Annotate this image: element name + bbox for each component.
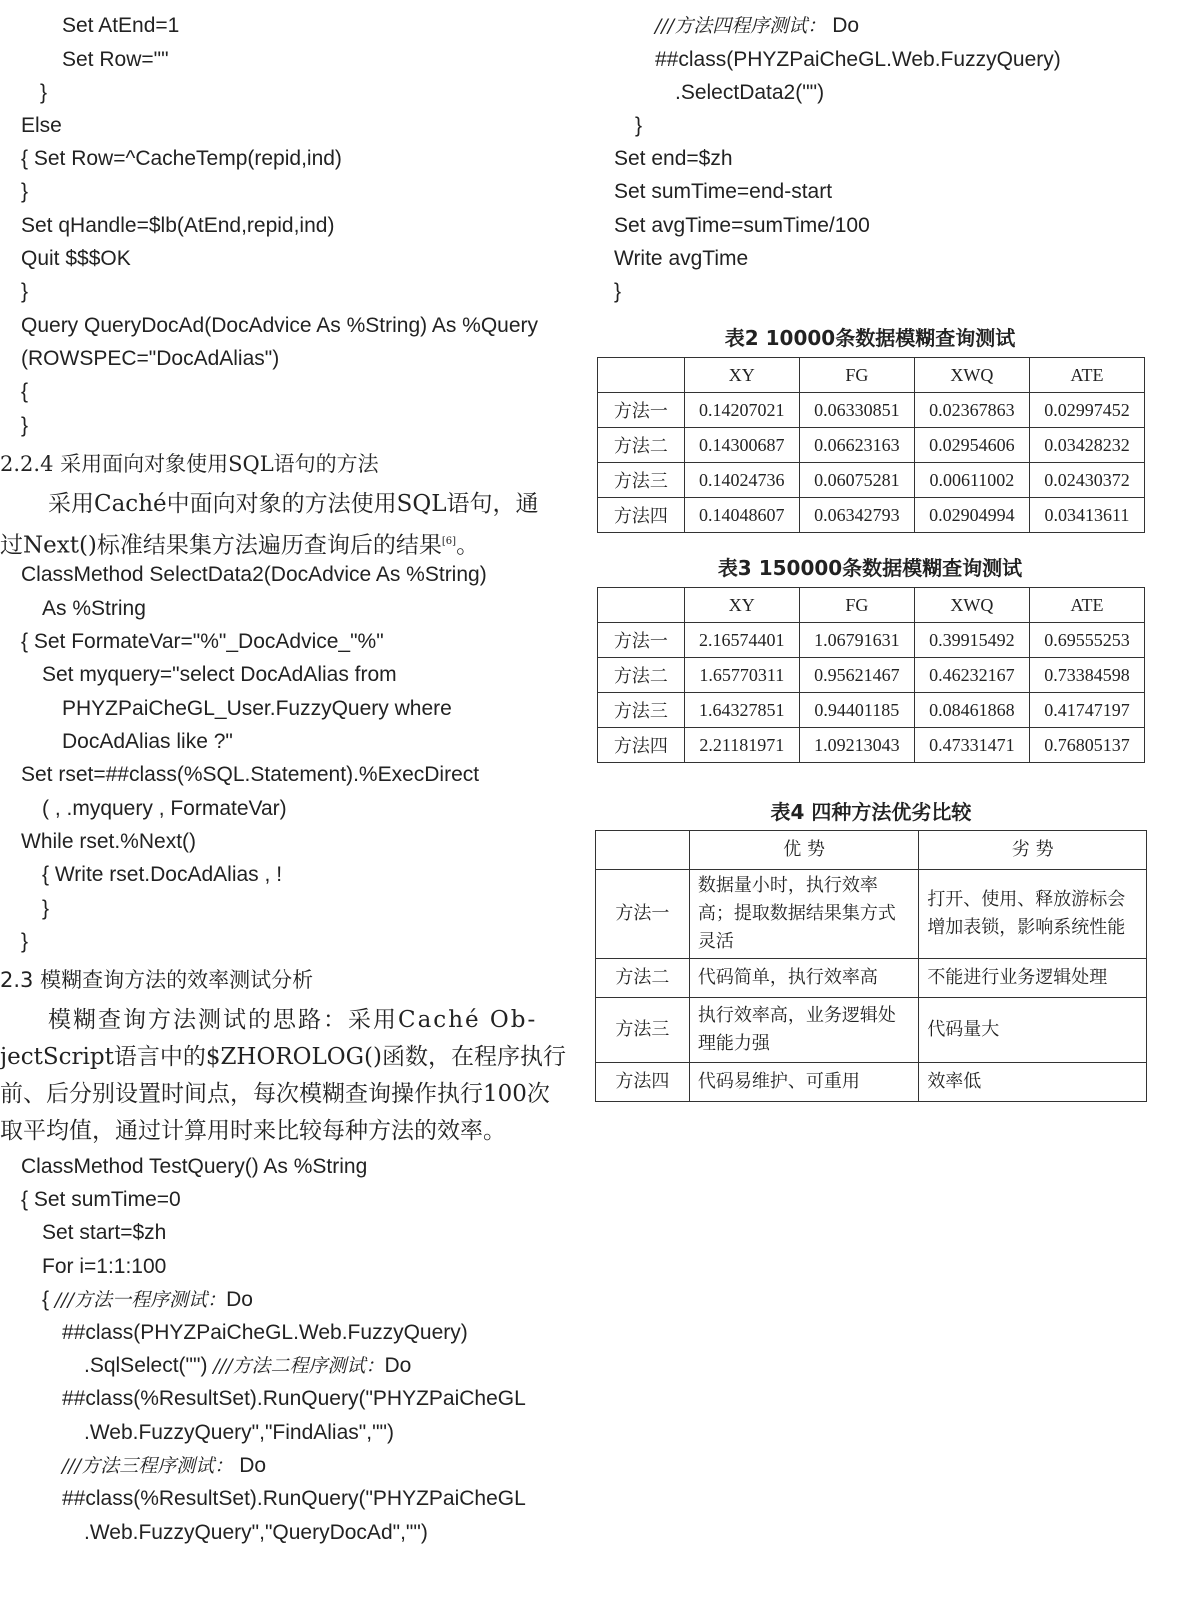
table-cell: 0.14048607 [684,498,799,533]
table-cell: 打开、使用、释放游标会增加表锁，影响系统性能 [919,870,1147,959]
table-row [598,728,1145,763]
table-header-cell: FG [799,588,914,623]
table-cell: 0.06623163 [799,428,914,463]
table-cell: 数据量小时，执行效率高；提取数据结果集方式灵活 [689,870,918,959]
table-cell: 0.06075281 [799,463,914,498]
table-cell: 0.02904994 [914,498,1029,533]
code-line: Set start=$zh [42,1221,167,1244]
code-line: While rset.%Next() [21,830,197,853]
code-line: ///方法三程序测试： Do [62,1454,267,1477]
code-line: Query QueryDocAd(DocAdvice As %String) As %Query [21,314,539,337]
row-header-cell: 方法二 [598,428,685,463]
row-header-cell: 方法四 [598,498,685,533]
code-line: } [635,114,643,137]
citation-ref: [6] [441,536,457,547]
row-header-cell: 方法一 [598,393,685,428]
table-cell: 效率低 [919,1063,1147,1102]
row-header-cell: 方法一 [596,870,690,959]
code-line: ##class(PHYZPaiCheGL.Web.FuzzyQuery) [62,1321,468,1344]
code-line: Set Row="" [62,48,169,71]
section-heading-2-3: 2.3 模糊查询方法的效率测试分析 [0,968,314,992]
table-cell: 1.09213043 [799,728,914,763]
table-header-cell [598,588,685,623]
table-cell: 0.06330851 [799,393,914,428]
table-cell: 代码易维护、可重用 [689,1063,918,1102]
table-row [598,463,1145,498]
row-header-cell: 方法二 [598,658,685,693]
row-header-cell: 方法四 [598,728,685,763]
code-line: ( , .myquery , FormateVar) [42,797,287,820]
table-header-cell: 优 势 [689,831,918,870]
paragraph-text: 过Next()标准结果集方法遍历查询后的结果 [0,532,442,559]
table-row [598,393,1145,428]
code-line: { [21,380,29,403]
code-line: } [21,180,29,203]
table-cell: 1.65770311 [684,658,799,693]
paragraph-line: jectScript语言中的$ZHOROLOG()函数，在程序执行 [0,1044,566,1070]
table-cell: 0.46232167 [914,658,1029,693]
table-cell: 1.06791631 [799,623,914,658]
code-line: { Set Row=^CacheTemp(repid,ind) [21,147,342,170]
table-row [596,870,1147,959]
row-header-cell: 方法二 [596,959,690,998]
paragraph-2-2-4 [0,486,556,565]
code-line: Else [21,114,62,137]
table-header-cell [598,358,685,393]
table-row [596,1063,1147,1102]
table-row [598,623,1145,658]
table-cell: 0.06342793 [799,498,914,533]
table-cell: 0.14024736 [684,463,799,498]
table3-caption: 表3 150000条数据模糊查询测试 [717,556,1023,580]
code-line: } [21,280,29,303]
table-row [598,428,1145,463]
paragraph-line: 模糊查询方法测试的思路：采用Caché Ob- [48,1007,538,1033]
table-cell: 代码简单，执行效率高 [689,959,918,998]
row-header-cell: 方法三 [598,463,685,498]
table-cell: 0.47331471 [914,728,1029,763]
table-cell: 0.02430372 [1029,463,1144,498]
code-line: { Write rset.DocAdAlias , ! [42,863,283,886]
table-cell: 0.02367863 [914,393,1029,428]
row-header-cell: 方法一 [598,623,685,658]
code-line: ClassMethod SelectData2(DocAdvice As %String) [21,563,487,586]
table-cell: 1.64327851 [684,693,799,728]
table4-caption: 表4 四种方法优劣比较 [770,800,972,824]
table-header-cell: XWQ [914,588,1029,623]
table-header-cell: ATE [1029,588,1144,623]
table-header-cell [596,831,690,870]
code-line: } [21,414,29,437]
code-line: DocAdAlias like ?" [62,730,233,753]
table4 [595,830,1147,1102]
code-line: (ROWSPEC="DocAdAlias") [21,347,280,370]
table-header-cell: ATE [1029,358,1144,393]
paragraph-line: 采用Caché中面向对象的方法使用SQL语句，通 [48,491,539,517]
code-line: .SqlSelect("") ///方法二程序测试：Do [84,1354,412,1377]
code-line: As %String [42,597,146,620]
table-cell: 0.94401185 [799,693,914,728]
code-line: { ///方法一程序测试：Do [42,1288,253,1311]
table-header-cell: XWQ [914,358,1029,393]
code-line: ##class(%ResultSet).RunQuery("PHYZPaiCheGL [62,1387,526,1410]
table-header-cell: XY [684,358,799,393]
code-line: Set end=$zh [614,147,733,170]
table-cell: 执行效率高，业务逻辑处理能力强 [689,998,918,1063]
code-line: Set rset=##class(%SQL.Statement).%ExecDirect [21,763,480,786]
code-line: Set sumTime=end-start [614,180,833,203]
paragraph-line: 取平均值，通过计算用时来比较每种方法的效率。 [0,1118,506,1144]
paragraph-line: 前、后分别设置时间点，每次模糊查询操作执行100次 [0,1081,550,1107]
table-cell: 2.16574401 [684,623,799,658]
table-cell: 2.21181971 [684,728,799,763]
code-line: Set AtEnd=1 [62,14,180,37]
table-row [596,998,1147,1063]
paragraph-2-3 [0,1002,566,1150]
table-header-cell: XY [684,588,799,623]
table-cell: 0.03428232 [1029,428,1144,463]
code-line: .SelectData2("") [675,81,825,104]
code-line: { Set FormateVar="%"_DocAdvice_"%" [21,630,384,653]
code-line: ClassMethod TestQuery() As %String [21,1155,368,1178]
row-header-cell: 方法三 [598,693,685,728]
code-line: PHYZPaiCheGL_User.FuzzyQuery where [62,697,452,720]
code-line: .Web.FuzzyQuery","QueryDocAd","") [84,1521,428,1544]
table-cell: 0.95621467 [799,658,914,693]
table2 [597,357,1145,533]
code-line: { Set sumTime=0 [21,1188,181,1211]
table-header-row [598,588,1145,623]
row-header-cell: 方法四 [596,1063,690,1102]
code-line: Set qHandle=$lb(AtEnd,repid,ind) [21,214,335,237]
table-row [598,498,1145,533]
table-cell: 0.69555253 [1029,623,1144,658]
table-cell: 0.08461868 [914,693,1029,728]
table3 [597,587,1145,763]
table-cell: 0.02954606 [914,428,1029,463]
table-cell: 0.76805137 [1029,728,1144,763]
table2-caption: 表2 10000条数据模糊查询测试 [724,326,1016,350]
paragraph-text: 。 [456,532,480,559]
code-line: .Web.FuzzyQuery","FindAlias","") [84,1421,394,1444]
table-cell: 0.00611002 [914,463,1029,498]
table-row [598,658,1145,693]
code-line: } [42,897,50,920]
code-line: For i=1:1:100 [42,1255,167,1278]
table-cell: 0.73384598 [1029,658,1144,693]
table-row [596,959,1147,998]
table-header-row [596,831,1147,870]
table-header-row [598,358,1145,393]
code-line: ##class(PHYZPaiCheGL.Web.FuzzyQuery) [655,48,1061,71]
table-cell: 0.39915492 [914,623,1029,658]
table-cell: 0.41747197 [1029,693,1144,728]
code-line: Quit $$$OK [21,247,131,270]
code-line: Write avgTime [614,247,749,270]
code-line: } [21,930,29,953]
code-line: ##class(%ResultSet).RunQuery("PHYZPaiCheGL [62,1487,526,1510]
section-heading-2-2-4: 2.2.4 采用面向对象使用SQL语句的方法 [0,452,379,476]
code-line: } [40,81,48,104]
code-line: Set myquery="select DocAdAlias from [42,663,397,686]
table-cell: 代码量大 [919,998,1147,1063]
paragraph-line [0,523,556,565]
table-header-cell: 劣 势 [919,831,1147,870]
table-cell: 0.14207021 [684,393,799,428]
table-cell: 不能进行业务逻辑处理 [919,959,1147,998]
code-line: Set avgTime=sumTime/100 [614,214,870,237]
code-line: ///方法四程序测试： Do [655,14,860,37]
code-line: } [614,280,622,303]
table-row [598,693,1145,728]
table-cell: 0.14300687 [684,428,799,463]
table-cell: 0.02997452 [1029,393,1144,428]
row-header-cell: 方法三 [596,998,690,1063]
table-cell: 0.03413611 [1029,498,1144,533]
table-header-cell: FG [799,358,914,393]
